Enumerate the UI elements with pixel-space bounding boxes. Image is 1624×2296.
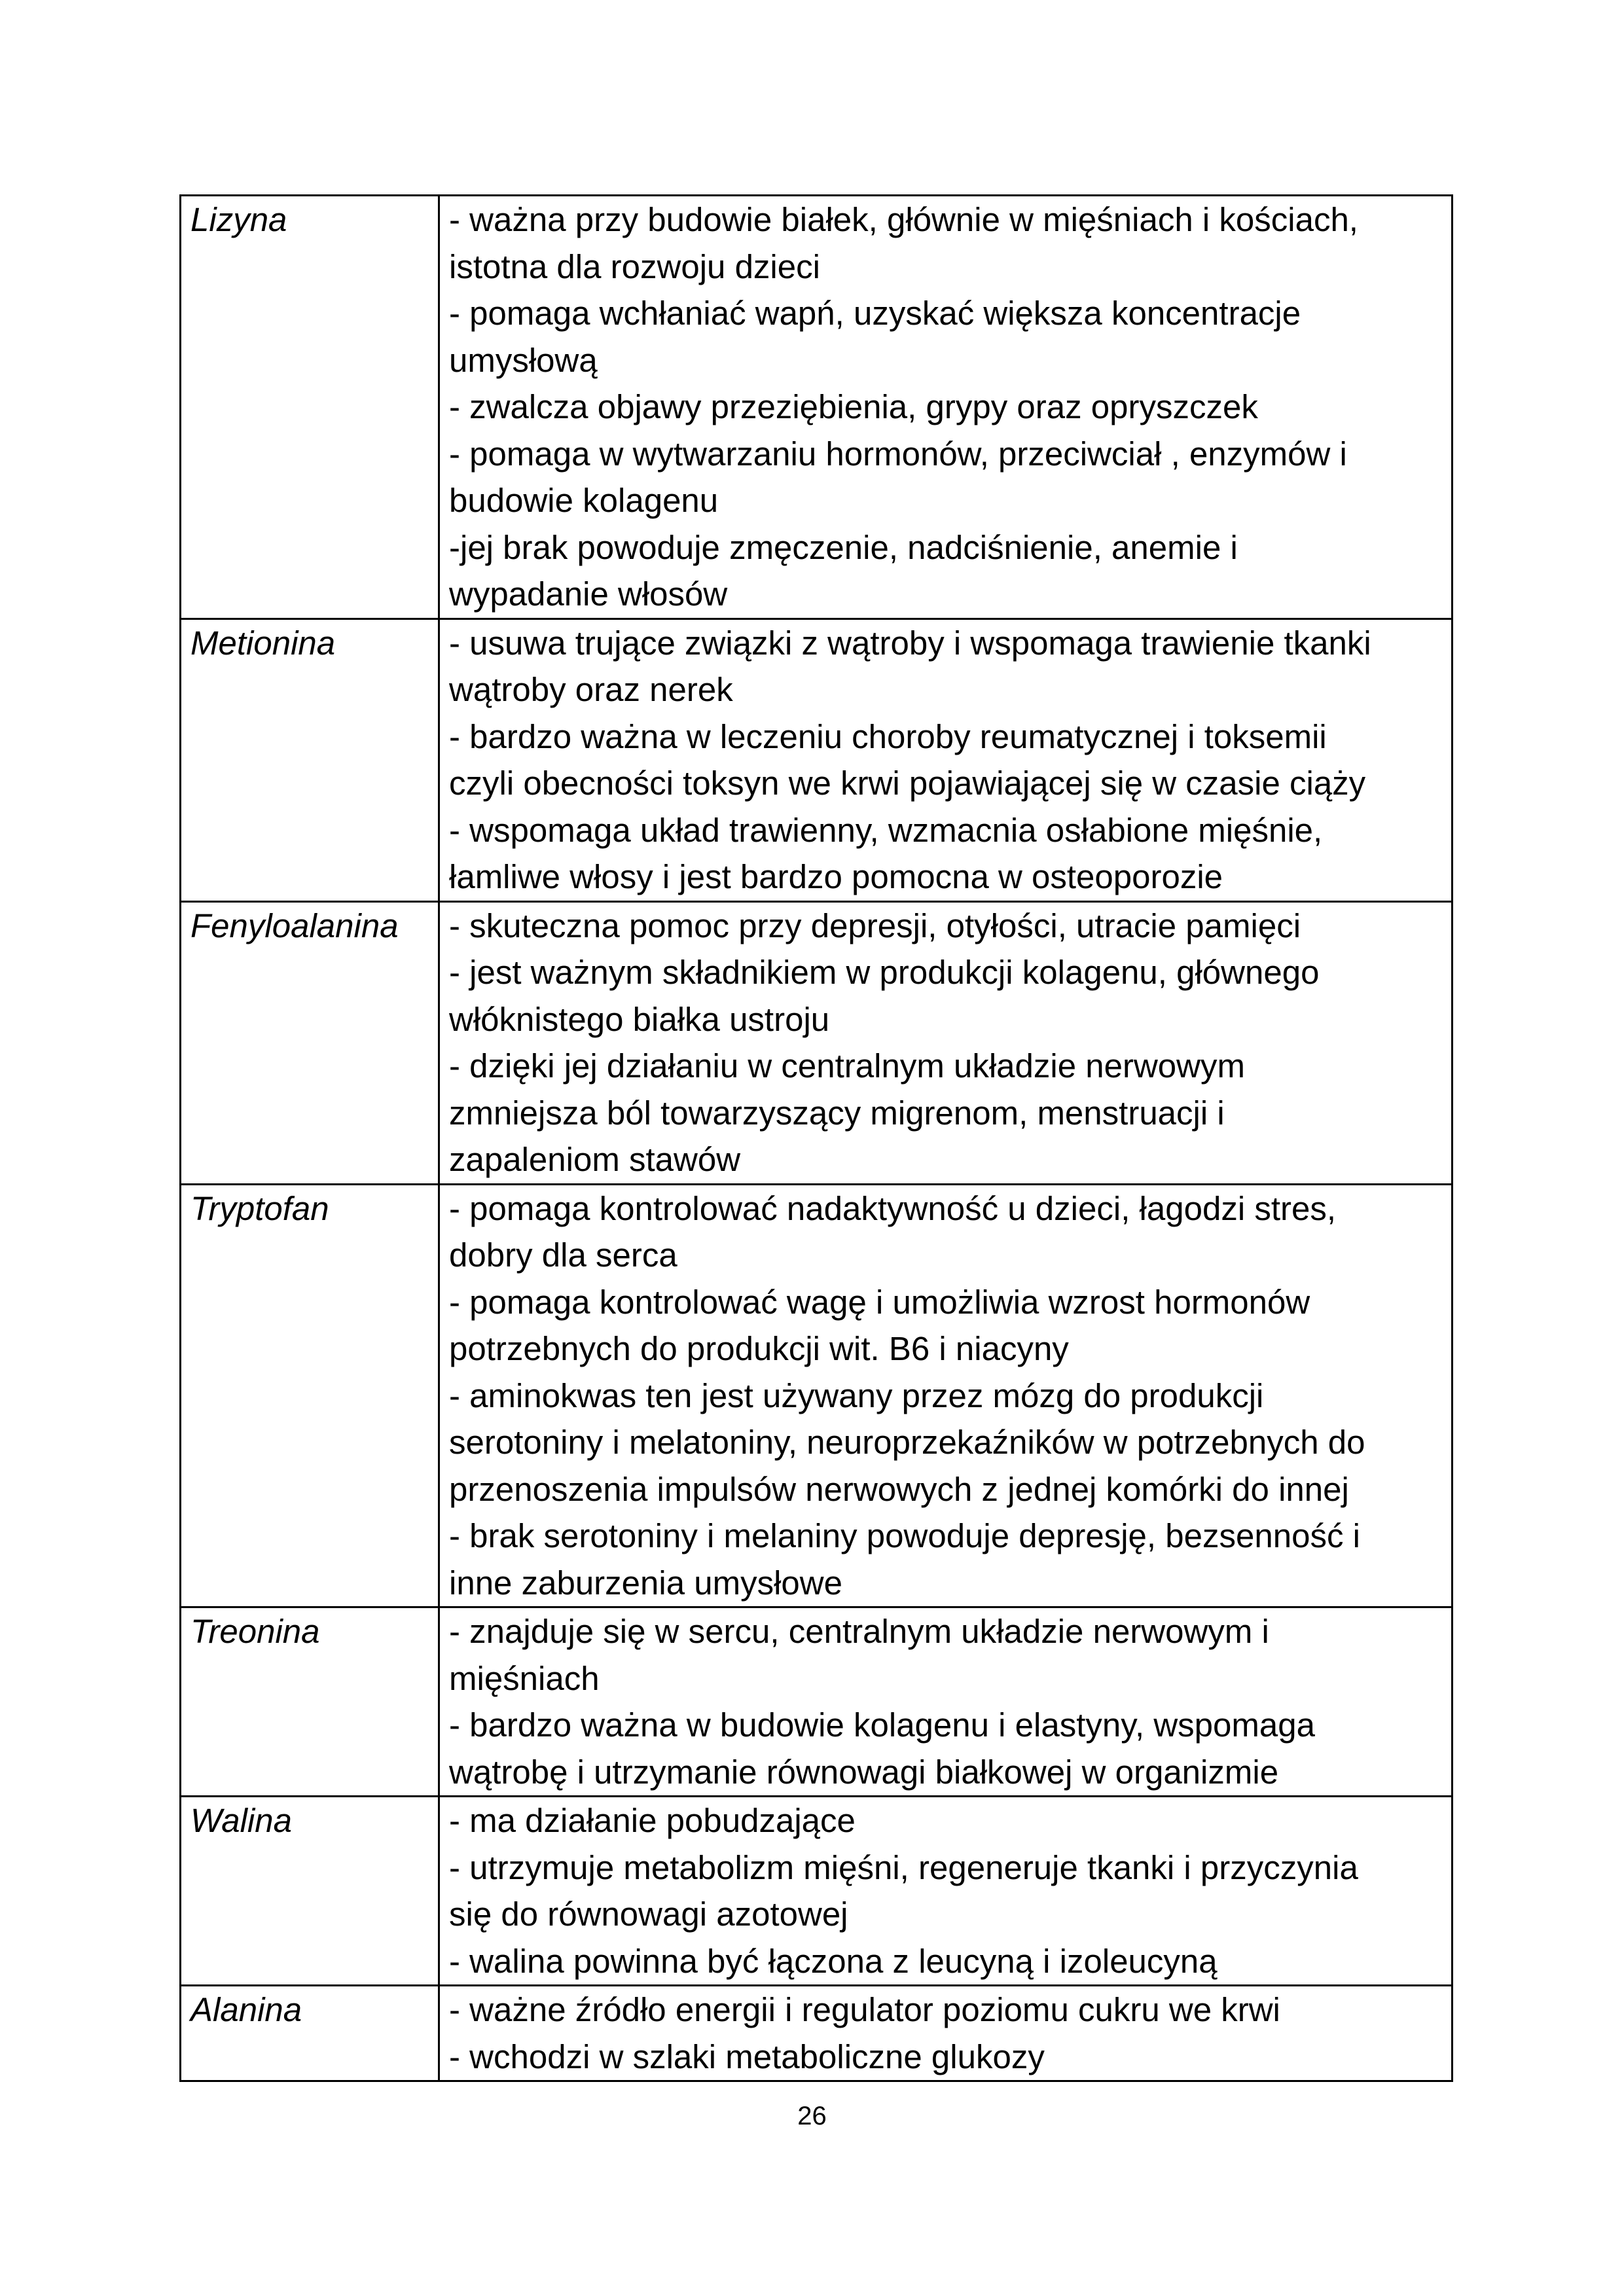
description-line: - pomaga kontrolować nadaktywność u dzieci, łagodzi stres, <box>449 1189 1337 1227</box>
amino-acid-description <box>439 196 1453 619</box>
description-line: - wspomaga układ trawienny, wzmacnia osłabione mięśnie, <box>449 811 1323 849</box>
description-line: - pomaga wchłaniać wapń, uzyskać większa koncentracje <box>449 295 1301 332</box>
description-line: -jej brak powoduje zmęczenie, nadciśnienie, anemie i <box>449 528 1238 566</box>
description-line: przenoszenia impulsów nerwowych z jednej komórki do innej <box>449 1470 1349 1508</box>
description-line: - ważna przy budowie białek, głównie w mięśniach i kościach, <box>449 201 1358 238</box>
description-line: - skuteczna pomoc przy depresji, otyłości, utracie pamięci <box>449 906 1301 944</box>
table-row <box>181 901 1453 1184</box>
description-line: zapaleniom stawów <box>449 1141 741 1178</box>
description-line: - usuwa trujące związki z wątroby i wspomaga trawienie tkanki <box>449 624 1371 662</box>
description-line: inne zaburzenia umysłowe <box>449 1564 842 1602</box>
description-line: umysłową <box>449 341 598 379</box>
amino-acid-table-body <box>181 196 1453 2081</box>
amino-acid-name: Fenyloalanina <box>181 901 439 1184</box>
table-row <box>181 1986 1453 2081</box>
description-line: - bardzo ważna w budowie kolagenu i elastyny, wspomaga <box>449 1706 1315 1744</box>
description-line: istotna dla rozwoju dzieci <box>449 247 820 285</box>
description-line: dobry dla serca <box>449 1236 677 1274</box>
description-line: - jest ważnym składnikiem w produkcji kolagenu, głównego <box>449 954 1320 991</box>
description-line: potrzebnych do produkcji wit. B6 i niacyny <box>449 1330 1069 1367</box>
description-line: - pomaga w wytwarzaniu hormonów, przeciwciał , enzymów i <box>449 435 1347 473</box>
amino-acid-name: Metionina <box>181 619 439 901</box>
description-line: włóknistego białka ustroju <box>449 1000 830 1038</box>
description-line: wątroby oraz nerek <box>449 671 733 708</box>
description-line: - brak serotoniny i melaniny powoduje depresję, bezsenność i <box>449 1517 1360 1554</box>
description-line: - zwalcza objawy przeziębienia, grypy oraz opryszczek <box>449 388 1258 425</box>
description-line: czyli obecności toksyn we krwi pojawiającej się w czasie ciąży <box>449 764 1366 802</box>
description-line: mięśniach <box>449 1659 600 1697</box>
amino-acid-name: Alanina <box>181 1986 439 2081</box>
description-line: - znajduje się w sercu, centralnym układzie nerwowym i <box>449 1613 1269 1650</box>
amino-acid-description <box>439 1986 1453 2081</box>
amino-acid-table <box>179 194 1453 2082</box>
amino-acid-description <box>439 1184 1453 1607</box>
description-line: budowie kolagenu <box>449 482 719 519</box>
table-row <box>181 1607 1453 1797</box>
amino-acid-description <box>439 901 1453 1184</box>
amino-acid-name: Tryptofan <box>181 1184 439 1607</box>
description-line: - pomaga kontrolować wagę i umożliwia wzrost hormonów <box>449 1283 1310 1321</box>
amino-acid-name: Treonina <box>181 1607 439 1797</box>
description-line: wypadanie włosów <box>449 575 728 613</box>
description-line: - ma działanie pobudzające <box>449 1802 856 1839</box>
description-line: - utrzymuje metabolizm mięśni, regeneruje tkanki i przyczynia <box>449 1848 1358 1886</box>
table-row <box>181 196 1453 619</box>
amino-acid-name: Walina <box>181 1797 439 1986</box>
page-number: 26 <box>797 2102 827 2130</box>
amino-acid-name: Lizyna <box>181 196 439 619</box>
description-line: - bardzo ważna w leczeniu choroby reumatycznej i toksemii <box>449 717 1327 755</box>
description-line: - aminokwas ten jest używany przez mózg do produkcji <box>449 1376 1264 1414</box>
amino-acid-description <box>439 1797 1453 1986</box>
description-line: - ważne źródło energii i regulator poziomu cukru we krwi <box>449 1991 1280 2028</box>
description-line: wątrobę i utrzymanie równowagi białkowej w organizmie <box>449 1753 1279 1791</box>
amino-acid-description <box>439 1607 1453 1797</box>
table-row <box>181 1797 1453 1986</box>
description-line: serotoniny i melatoniny, neuroprzekaźników w potrzebnych do <box>449 1424 1365 1461</box>
description-line: zmniejsza ból towarzyszący migrenom, menstruacji i <box>449 1094 1225 1132</box>
table-row <box>181 1184 1453 1607</box>
amino-acid-description <box>439 619 1453 901</box>
description-line: - wchodzi w szlaki metaboliczne glukozy <box>449 2037 1045 2075</box>
description-line: - dzięki jej działaniu w centralnym układzie nerwowym <box>449 1047 1245 1085</box>
description-line: - walina powinna być łączona z leucyną i izoleucyną <box>449 1942 1218 1980</box>
description-line: się do równowagi azotowej <box>449 1895 848 1933</box>
description-line: łamliwe włosy i jest bardzo pomocna w osteoporozie <box>449 858 1223 895</box>
table-row <box>181 619 1453 901</box>
